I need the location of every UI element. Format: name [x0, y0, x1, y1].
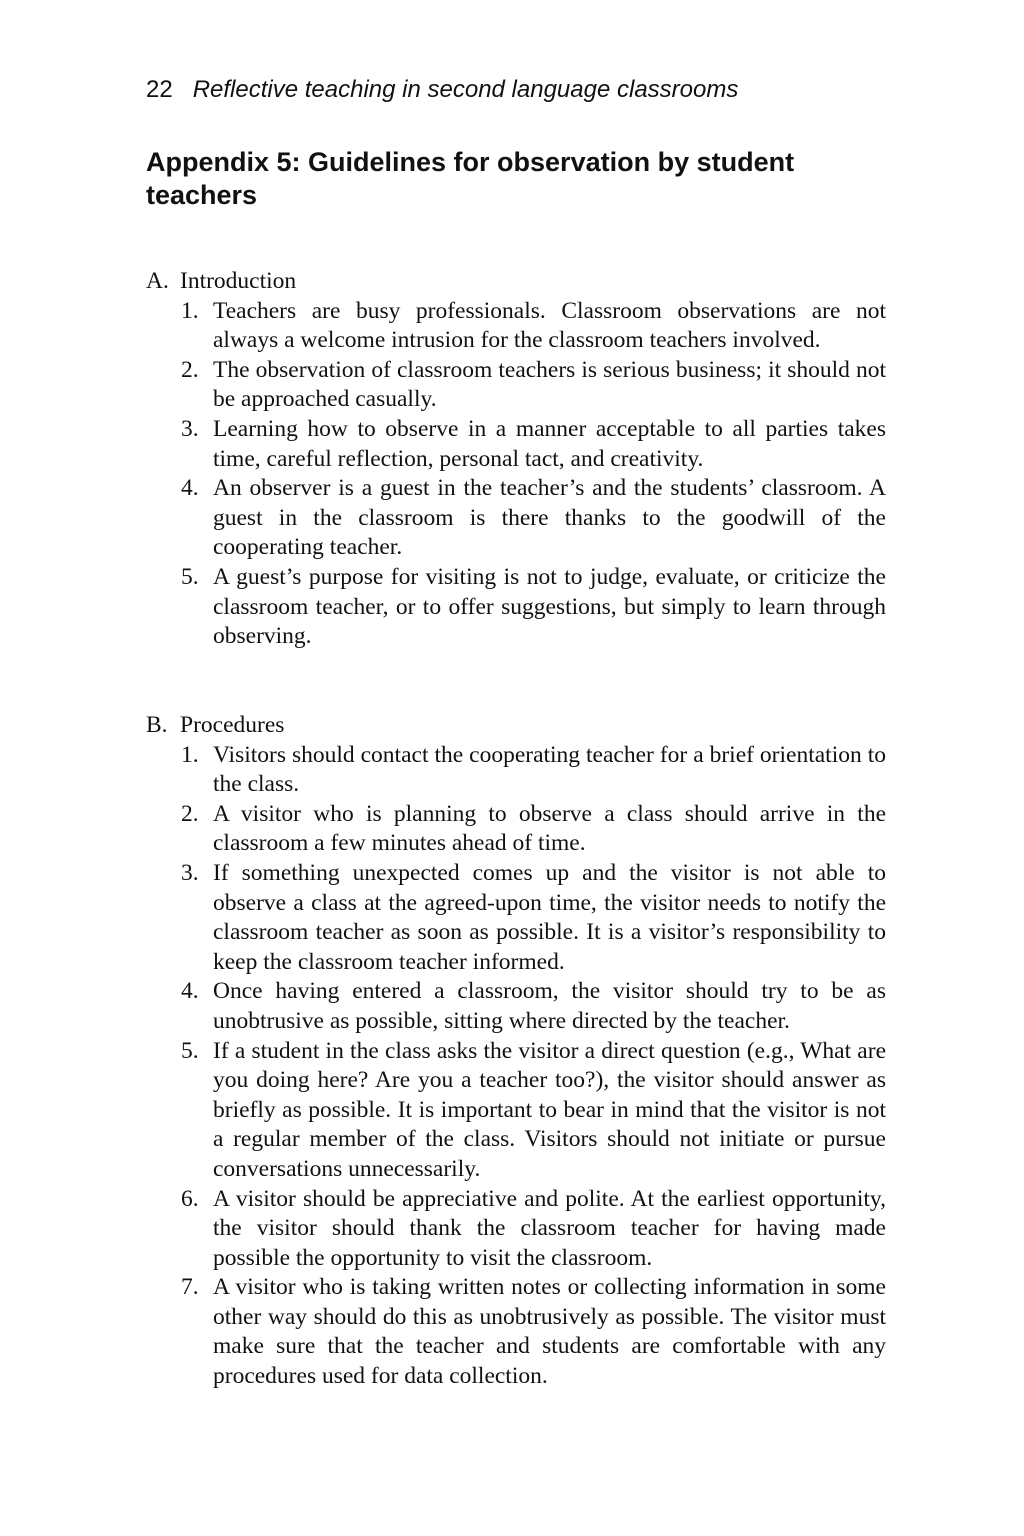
item-number: 2. [181, 800, 199, 827]
list-item [146, 1037, 886, 1185]
section-letter: B. [146, 712, 168, 738]
section-heading-text: Introduction [180, 268, 297, 294]
item-number: 4. [181, 475, 199, 502]
item-text: If something unexpected comes up and the visitor is not able to observe a class at the agreed-upon time, the visitor needs to notify the classroom teacher as soon as possible. It is a visitor’s responsibility to keep the classroom teacher informed. [213, 859, 886, 975]
item-text: Once having entered a classroom, the visitor should try to be as unobtrusive as possible, sitting where directed by the teacher. [213, 978, 886, 1034]
item-number: 7. [181, 1274, 199, 1301]
list-item [146, 415, 886, 474]
item-text: Learning how to observe in a manner acceptable to all parties takes time, careful reflection, personal tact, and creativity. [213, 415, 886, 472]
section-heading [146, 711, 886, 741]
list-item [146, 859, 886, 977]
item-text: The observation of classroom teachers is serious business; it should not be approached casually. [213, 356, 886, 413]
item-number: 1. [181, 741, 199, 768]
list-item [146, 356, 886, 415]
item-number: 3. [181, 859, 199, 886]
list-item [146, 800, 886, 859]
list-item [146, 297, 886, 356]
section-introduction [146, 267, 886, 652]
item-text: A guest’s purpose for visiting is not to judge, evaluate, or criticize the classroom teacher, or to offer suggestions, but simply to learn through observing. [213, 563, 886, 650]
book-title: Reflective teaching in second language classrooms [192, 76, 739, 103]
item-text: A visitor who is planning to observe a class should arrive in the classroom a few minutes ahead of time. [213, 800, 886, 857]
section-letter: A. [146, 268, 169, 294]
introduction-list [146, 297, 886, 652]
list-item [146, 977, 886, 1036]
item-number: 1. [181, 297, 199, 324]
item-text: An observer is a guest in the teacher’s and the students’ classroom. A guest in the classroom is there thanks to the goodwill of the cooperating teacher. [213, 475, 886, 561]
section-heading-text: Procedures [180, 712, 285, 738]
item-text: If a student in the class asks the visitor a direct question (e.g., What are you doing here? Are you a teacher too?), the visitor should answer as briefly as possible. It is important to bear in mind that the visitor is not a regular member of the class. Visitors should not initiate or pursue conversations unnecessarily. [213, 1037, 886, 1182]
appendix-title: Appendix 5: Guidelines for observation by student teachers [146, 147, 795, 210]
list-item [146, 741, 886, 800]
list-item [146, 563, 886, 652]
list-item [146, 1185, 886, 1274]
list-item [146, 474, 886, 563]
procedures-list [146, 741, 886, 1392]
item-number: 2. [181, 356, 199, 383]
section-heading [146, 267, 886, 297]
section-procedures [146, 711, 886, 1392]
running-head [146, 76, 738, 104]
item-number: 6. [181, 1185, 199, 1212]
item-number: 5. [181, 1037, 199, 1064]
list-item [146, 1273, 886, 1391]
item-text: A visitor who is taking written notes or collecting information in some other way should do this as unobtrusively as possible. The visitor must make sure that the teacher and students are comfortable with any procedures used for data collection. [213, 1274, 886, 1390]
item-number: 3. [181, 415, 199, 442]
item-text: Visitors should contact the cooperating teacher for a brief orientation to the class. [213, 741, 886, 798]
page-number: 22 [146, 76, 173, 103]
item-text: A visitor should be appreciative and polite. At the earliest opportunity, the visitor should thank the classroom teacher for having made possible the opportunity to visit the classroom. [213, 1185, 886, 1271]
item-number: 5. [181, 563, 199, 590]
item-number: 4. [181, 978, 199, 1005]
item-text: Teachers are busy professionals. Classroom observations are not always a welcome intrusion for the classroom teachers involved. [213, 297, 886, 354]
